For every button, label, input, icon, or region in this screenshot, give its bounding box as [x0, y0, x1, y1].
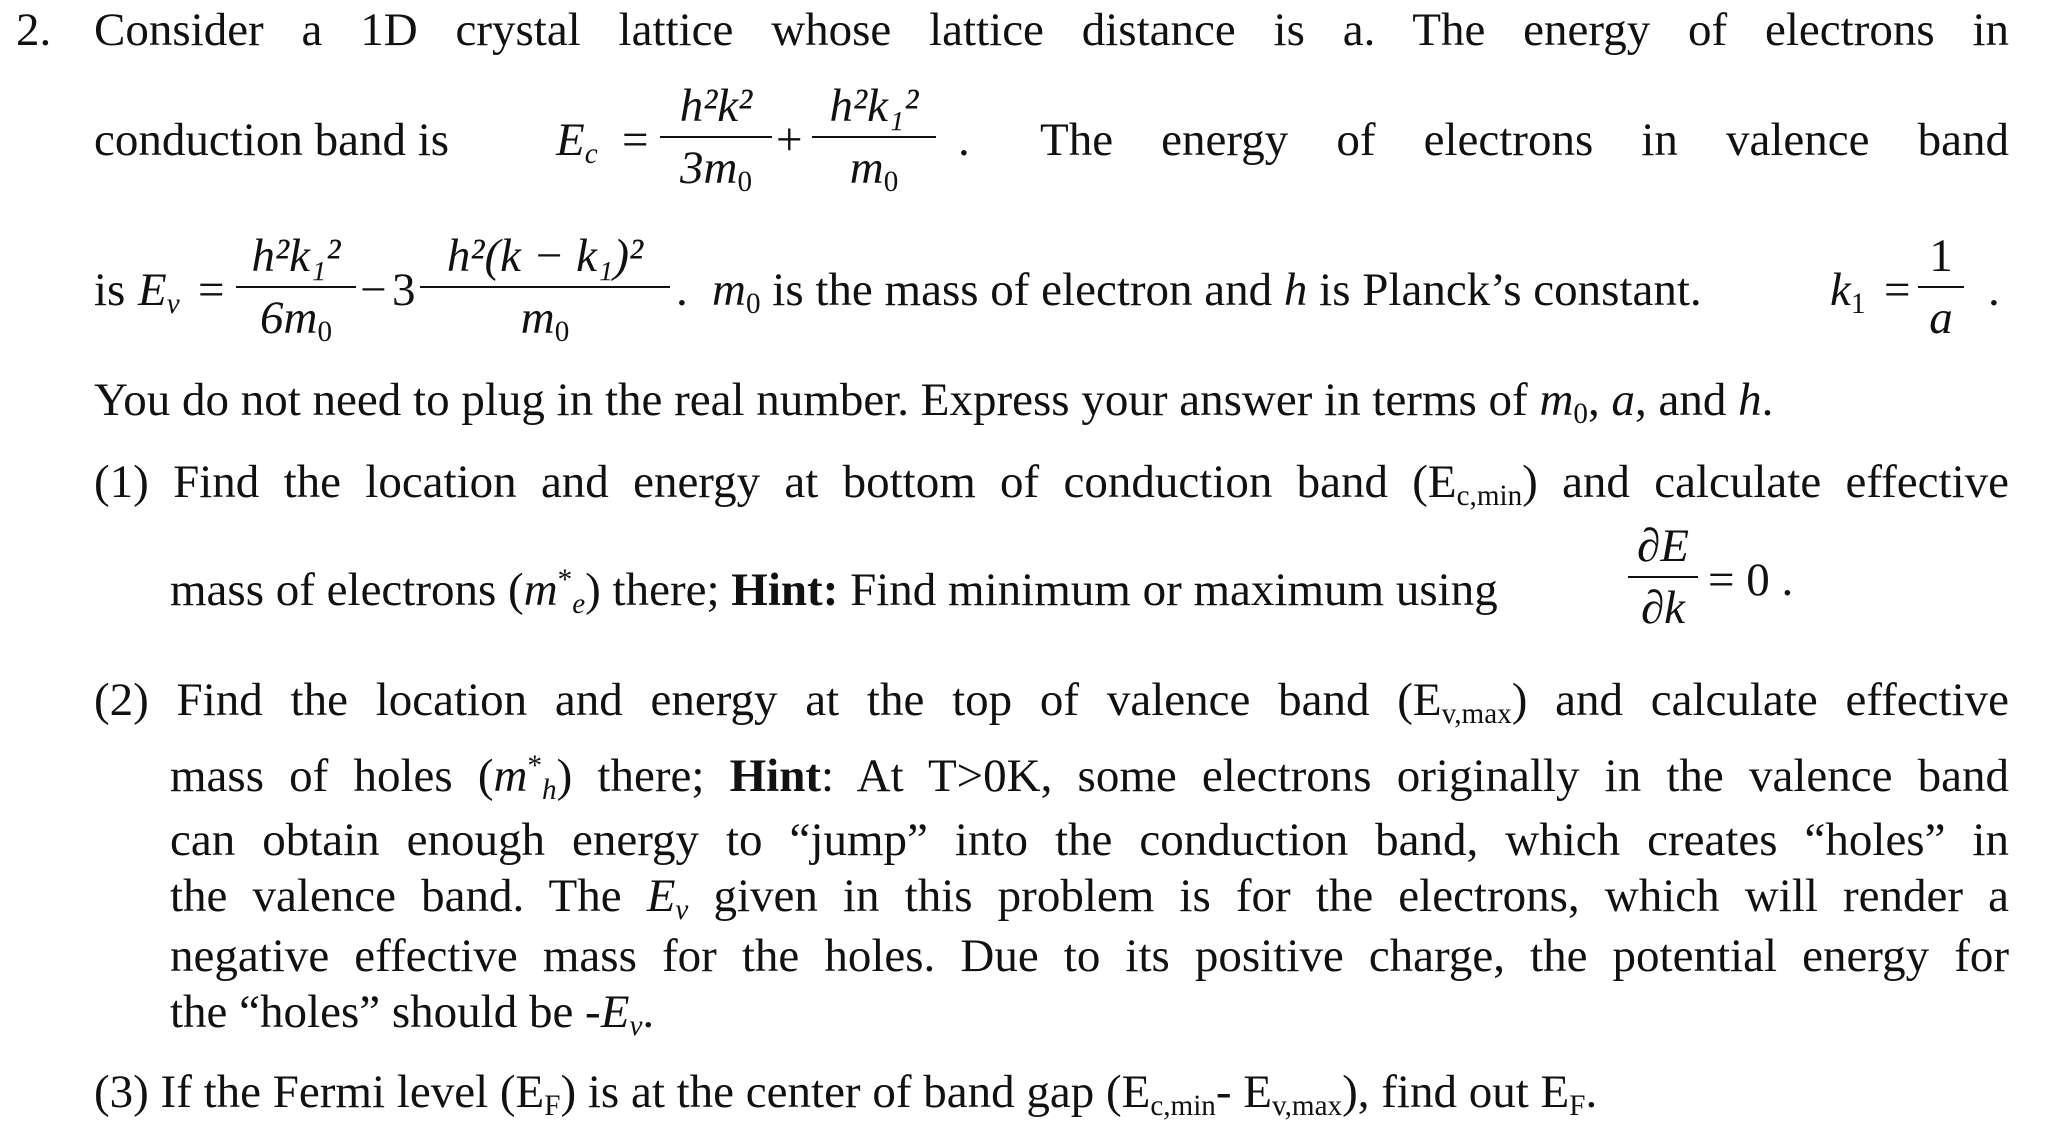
- fraction-bar: [1918, 286, 1964, 288]
- fraction-bar: [236, 286, 356, 288]
- is-prefix: is: [94, 264, 126, 316]
- fraction-term-4-denominator: $m_0$: [520, 292, 570, 349]
- fraction-k1-denominator: a: [1929, 292, 1953, 344]
- valence-band-text: The energy of electrons in valence band: [1040, 114, 2009, 166]
- period-2: .: [676, 264, 688, 316]
- fraction-term-1-denominator: $3m_0$: [679, 142, 752, 199]
- minus-sign: −: [360, 264, 387, 316]
- fraction-k1-numerator: 1: [1929, 230, 1953, 282]
- partial-derivative-numerator: ∂E: [1637, 520, 1689, 572]
- equals-sign-1: =: [622, 114, 649, 166]
- part-1-line-1: (1) Find the location and energy at bottom of conduction band $(E_{c,min})$ and calculate effective: [94, 456, 2009, 513]
- mass-and-planck-text: $m_0$ is the mass of electron and h is Planck’s constant.: [712, 264, 1702, 321]
- fraction-term-4: [420, 230, 670, 358]
- period-3: .: [1988, 264, 2000, 316]
- part-2-line-6: the “holes” should be $-E_v$.: [170, 986, 655, 1043]
- part-2-line-5: negative effective mass for the holes. Due to its positive charge, the potential energy for: [170, 930, 2009, 982]
- fraction-term-2-denominator: $m_0$: [849, 142, 899, 199]
- intro-line-1: Consider a 1D crystal lattice whose lattice distance is a. The energy of electrons in: [94, 4, 2009, 56]
- fraction-term-3-denominator: $6m_0$: [259, 292, 332, 349]
- equals-zero: = 0 .: [1708, 554, 1794, 606]
- fraction-term-4-numerator: h²(k − k₁)²: [446, 230, 644, 282]
- fraction-term-3-numerator: h²k₁²: [251, 230, 341, 282]
- part-3: (3) If the Fermi level $(E_F)$ is at the center of band gap ($E_{c,min}-$ $E_{v,max}$), find out $E_F$.: [94, 1066, 1598, 1123]
- conduction-band-prefix: conduction band is: [94, 114, 450, 166]
- period-1: .: [958, 114, 970, 166]
- express-instruction: You do not need to plug in the real number. Express your answer in terms of $m_0$, a, and h.: [94, 374, 1774, 431]
- fraction-term-3: [236, 230, 356, 358]
- part-1-line-2: mass of electrons $(m^*_e)$ there; Hint: Find minimum or maximum using: [170, 564, 1498, 621]
- fraction-term-1: [660, 80, 772, 208]
- part-2-line-3: can obtain enough energy to “jump” into the conduction band, which creates “holes” in: [170, 814, 2009, 866]
- partial-derivative: [1628, 520, 1698, 634]
- fraction-term-2: [812, 80, 936, 208]
- fraction-k1: [1918, 230, 1964, 344]
- equals-sign-3: =: [1884, 264, 1911, 316]
- part-2-line-4: the valence band. The $E_v$ given in this problem is for the electrons, which will render a: [170, 870, 2009, 927]
- fraction-term-1-numerator: h²k²: [679, 80, 753, 132]
- equals-sign-2: =: [198, 264, 225, 316]
- plus-sign: +: [776, 114, 803, 166]
- coefficient: 3: [392, 264, 416, 316]
- ev-symbol: $E_v$: [138, 264, 180, 321]
- partial-derivative-denominator: ∂k: [1640, 582, 1686, 634]
- part-2-line-2: mass of holes $(m^*_h)$ there; Hint: At T>0K, some electrons originally in the valence band: [170, 750, 2009, 807]
- problem-number: 2.: [16, 4, 52, 56]
- fraction-bar: [660, 136, 772, 138]
- fraction-bar: [420, 286, 670, 288]
- fraction-bar: [1628, 576, 1698, 578]
- fraction-term-2-numerator: h²k₁²: [829, 80, 919, 132]
- ec-symbol: $E_c$: [556, 114, 598, 171]
- k1-symbol: $k_1$: [1830, 264, 1866, 321]
- fraction-bar: [812, 136, 936, 138]
- part-2-line-1: (2) Find the location and energy at the top of valence band $(E_{v,max})$ and calculate effective: [94, 674, 2009, 731]
